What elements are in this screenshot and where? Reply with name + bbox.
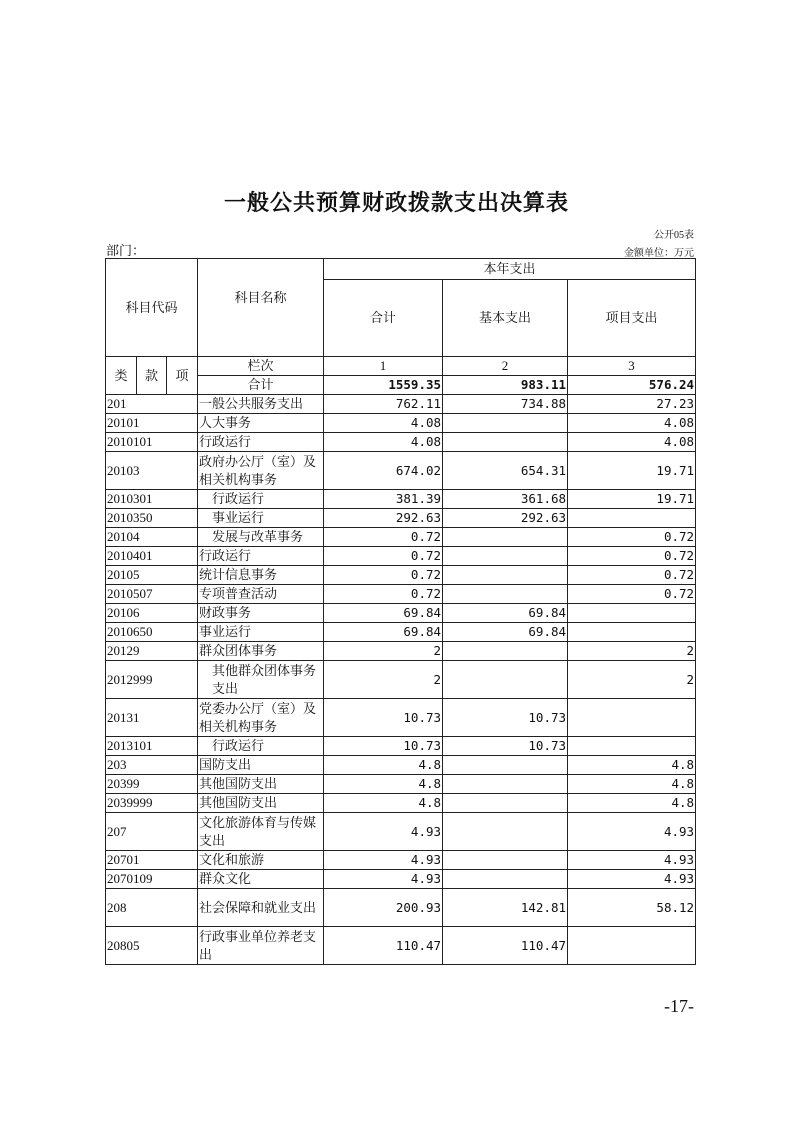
table-row xyxy=(106,851,696,870)
row-code: 2010650 xyxy=(106,623,198,642)
row-basic: 69.84 xyxy=(443,604,568,623)
row-project: 4.8 xyxy=(568,756,696,775)
row-total: 10.73 xyxy=(324,699,443,737)
row-basic xyxy=(443,547,568,566)
table-row xyxy=(106,642,696,661)
row-project: 19.71 xyxy=(568,490,696,509)
row-name: 行政运行 xyxy=(198,433,324,452)
page-title: 一般公共预算财政拨款支出决算表 xyxy=(223,191,569,216)
row-total: 69.84 xyxy=(324,604,443,623)
table-row xyxy=(106,395,696,414)
row-name: 国防支出 xyxy=(198,756,324,775)
row-basic xyxy=(443,775,568,794)
header-total: 合计 xyxy=(324,280,443,357)
sum-project: 576.24 xyxy=(568,376,696,395)
header-kuan: 款 xyxy=(137,357,167,395)
row-name: 发展与改革事务 xyxy=(198,528,324,547)
row-name: 其他国防支出 xyxy=(198,775,324,794)
table-row xyxy=(106,509,696,528)
row-basic: 292.63 xyxy=(443,509,568,528)
table-row xyxy=(106,661,696,699)
row-basic xyxy=(443,642,568,661)
table-row xyxy=(106,566,696,585)
sum-label: 合计 xyxy=(198,376,324,395)
table-row xyxy=(106,870,696,889)
row-basic: 110.47 xyxy=(443,927,568,965)
table-row xyxy=(106,927,696,965)
row-project: 4.93 xyxy=(568,813,696,851)
row-name: 党委办公厅（室）及相关机构事务 xyxy=(198,699,324,737)
row-project xyxy=(568,623,696,642)
row-name: 一般公共服务支出 xyxy=(198,395,324,414)
row-code: 203 xyxy=(106,756,198,775)
row-name: 行政运行 xyxy=(198,737,324,756)
row-name: 文化旅游体育与传媒支出 xyxy=(198,813,324,851)
row-project: 4.08 xyxy=(568,414,696,433)
row-name: 行政运行 xyxy=(198,490,324,509)
row-code: 2010401 xyxy=(106,547,198,566)
row-total: 69.84 xyxy=(324,623,443,642)
row-project: 0.72 xyxy=(568,566,696,585)
department-label: 部门： xyxy=(106,243,146,258)
row-basic xyxy=(443,433,568,452)
row-total: 4.08 xyxy=(324,433,443,452)
row-name: 人大事务 xyxy=(198,414,324,433)
table-number: 公开05表 xyxy=(654,230,694,241)
row-basic xyxy=(443,414,568,433)
row-project xyxy=(568,737,696,756)
table-row xyxy=(106,585,696,604)
row-total: 381.39 xyxy=(324,490,443,509)
row-total: 4.8 xyxy=(324,775,443,794)
row-total: 292.63 xyxy=(324,509,443,528)
table-row xyxy=(106,547,696,566)
row-basic: 10.73 xyxy=(443,737,568,756)
row-basic xyxy=(443,528,568,547)
row-basic: 10.73 xyxy=(443,699,568,737)
row-project: 58.12 xyxy=(568,889,696,927)
unit-label: 金额单位：万元 xyxy=(624,248,694,259)
table-row xyxy=(106,737,696,756)
row-basic xyxy=(443,813,568,851)
row-name: 文化和旅游 xyxy=(198,851,324,870)
row-name: 统计信息事务 xyxy=(198,566,324,585)
row-basic: 361.68 xyxy=(443,490,568,509)
row-total: 0.72 xyxy=(324,585,443,604)
row-basic: 734.88 xyxy=(443,395,568,414)
row-total: 0.72 xyxy=(324,566,443,585)
row-project: 4.93 xyxy=(568,870,696,889)
row-code: 2010301 xyxy=(106,490,198,509)
row-total: 762.11 xyxy=(324,395,443,414)
row-name: 事业运行 xyxy=(198,623,324,642)
column-label: 栏次 xyxy=(198,357,324,376)
table-row xyxy=(106,490,696,509)
row-basic xyxy=(443,756,568,775)
row-project xyxy=(568,509,696,528)
row-basic: 142.81 xyxy=(443,889,568,927)
column-1: 1 xyxy=(324,357,443,376)
row-basic: 654.31 xyxy=(443,452,568,490)
row-total: 200.93 xyxy=(324,889,443,927)
column-2: 2 xyxy=(443,357,568,376)
row-code: 2010507 xyxy=(106,585,198,604)
row-name: 政府办公厅（室）及相关机构事务 xyxy=(198,452,324,490)
row-project: 19.71 xyxy=(568,452,696,490)
row-project: 4.93 xyxy=(568,851,696,870)
row-project: 0.72 xyxy=(568,547,696,566)
row-code: 20106 xyxy=(106,604,198,623)
row-code: 2010350 xyxy=(106,509,198,528)
row-code: 201 xyxy=(106,395,198,414)
header-basic: 基本支出 xyxy=(443,280,568,357)
table-row xyxy=(106,604,696,623)
row-code: 20105 xyxy=(106,566,198,585)
table-row xyxy=(106,889,696,927)
row-basic xyxy=(443,566,568,585)
row-basic xyxy=(443,794,568,813)
header-name: 科目名称 xyxy=(198,259,324,357)
row-total: 0.72 xyxy=(324,547,443,566)
sum-total: 1559.35 xyxy=(324,376,443,395)
header-xiang: 项 xyxy=(167,357,198,395)
row-total: 4.93 xyxy=(324,813,443,851)
row-code: 20701 xyxy=(106,851,198,870)
row-code: 20103 xyxy=(106,452,198,490)
row-total: 4.8 xyxy=(324,756,443,775)
row-project xyxy=(568,604,696,623)
table-row xyxy=(106,452,696,490)
row-name: 其他群众团体事务支出 xyxy=(198,661,324,699)
row-basic xyxy=(443,870,568,889)
header-code: 科目代码 xyxy=(106,259,198,357)
row-basic xyxy=(443,661,568,699)
row-code: 2039999 xyxy=(106,794,198,813)
header-group: 本年支出 xyxy=(324,259,696,280)
row-project: 2 xyxy=(568,642,696,661)
row-code: 2070109 xyxy=(106,870,198,889)
row-total: 2 xyxy=(324,642,443,661)
expenditure-table xyxy=(105,258,696,965)
row-project: 2 xyxy=(568,661,696,699)
row-project: 4.8 xyxy=(568,775,696,794)
table-row xyxy=(106,433,696,452)
row-name: 其他国防支出 xyxy=(198,794,324,813)
row-project: 4.08 xyxy=(568,433,696,452)
row-total: 0.72 xyxy=(324,528,443,547)
row-project: 0.72 xyxy=(568,528,696,547)
row-code: 20399 xyxy=(106,775,198,794)
row-total: 4.8 xyxy=(324,794,443,813)
row-name: 专项普查活动 xyxy=(198,585,324,604)
row-total: 4.08 xyxy=(324,414,443,433)
row-project xyxy=(568,927,696,965)
table-row xyxy=(106,528,696,547)
table-row xyxy=(106,775,696,794)
table-row xyxy=(106,756,696,775)
row-total: 110.47 xyxy=(324,927,443,965)
column-3: 3 xyxy=(568,357,696,376)
header-lei: 类 xyxy=(106,357,137,395)
row-basic: 69.84 xyxy=(443,623,568,642)
table-row xyxy=(106,813,696,851)
table-row xyxy=(106,414,696,433)
table-row xyxy=(106,794,696,813)
row-name: 事业运行 xyxy=(198,509,324,528)
row-code: 208 xyxy=(106,889,198,927)
row-name: 社会保障和就业支出 xyxy=(198,889,324,927)
row-name: 行政事业单位养老支出 xyxy=(198,927,324,965)
table-row xyxy=(106,699,696,737)
row-code: 20129 xyxy=(106,642,198,661)
row-total: 4.93 xyxy=(324,851,443,870)
row-code: 2013101 xyxy=(106,737,198,756)
row-name: 行政运行 xyxy=(198,547,324,566)
row-code: 20131 xyxy=(106,699,198,737)
row-code: 2012999 xyxy=(106,661,198,699)
row-project: 27.23 xyxy=(568,395,696,414)
row-name: 财政事务 xyxy=(198,604,324,623)
row-code: 20104 xyxy=(106,528,198,547)
row-code: 20101 xyxy=(106,414,198,433)
header-project: 项目支出 xyxy=(568,280,696,357)
row-total: 4.93 xyxy=(324,870,443,889)
row-basic xyxy=(443,851,568,870)
row-project xyxy=(568,699,696,737)
row-project: 0.72 xyxy=(568,585,696,604)
sum-basic: 983.11 xyxy=(443,376,568,395)
row-total: 674.02 xyxy=(324,452,443,490)
row-code: 20805 xyxy=(106,927,198,965)
row-name: 群众团体事务 xyxy=(198,642,324,661)
row-basic xyxy=(443,585,568,604)
row-project: 4.8 xyxy=(568,794,696,813)
table-row xyxy=(106,623,696,642)
row-code: 2010101 xyxy=(106,433,198,452)
row-total: 2 xyxy=(324,661,443,699)
row-name: 群众文化 xyxy=(198,870,324,889)
page-number: -17- xyxy=(664,996,694,1016)
row-code: 207 xyxy=(106,813,198,851)
row-total: 10.73 xyxy=(324,737,443,756)
